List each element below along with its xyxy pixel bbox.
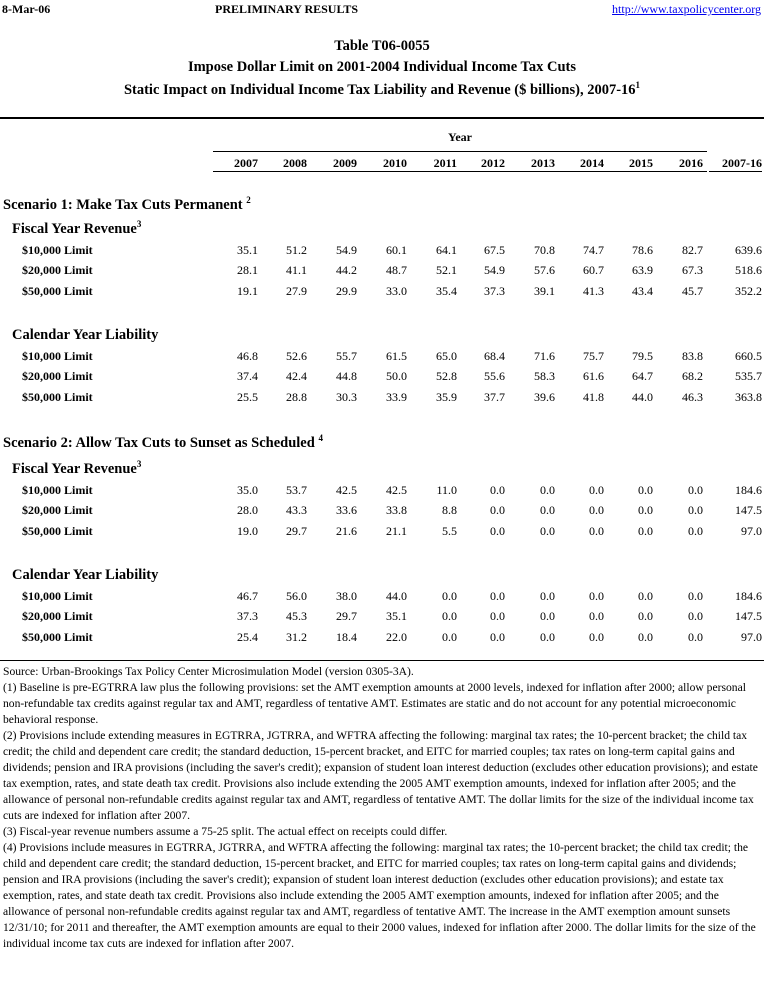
cell-value: 518.6: [735, 263, 762, 277]
cell-value: 0.0: [638, 483, 653, 497]
row-label: $10,000 Limit: [22, 483, 93, 497]
cell-value: 0.0: [540, 503, 555, 517]
cell-value: 22.0: [386, 630, 407, 644]
cell-value: 184.6: [735, 483, 762, 497]
cell-value: 75.7: [583, 349, 604, 363]
cell-value: 79.5: [632, 349, 653, 363]
cell-value: 97.0: [741, 630, 762, 644]
cell-value: 44.0: [632, 390, 653, 404]
cell-value: 660.5: [735, 349, 762, 363]
cell-value: 33.8: [386, 503, 407, 517]
table-row: [0, 524, 764, 540]
cell-value: 19.0: [237, 524, 258, 538]
cell-value: 8.8: [442, 503, 457, 517]
cell-value: 535.7: [735, 369, 762, 383]
cell-value: 44.8: [336, 369, 357, 383]
cell-value: 44.0: [386, 589, 407, 603]
cell-value: 46.7: [237, 589, 258, 603]
table-row: [0, 263, 764, 279]
cell-value: 33.9: [386, 390, 407, 404]
footnote: (2) Provisions include extending measures in EGTRRA, JGTRRA, and WFTRA affecting the following: marginal tax rates; the 10-percent bracket; the child tax credit; the child and dependent care credit; the standard deduction, 15-percent bracket, and EITC for married couples; tax rates on long-term capital gains and dividends; pension and IRA provisions (including the saver's credit); expansion of student loan interest deduction (excludes other education provisions); and estate tax exemption, rates, and state death tax credit. Provisions also include extending the 2005 AMT exemption amounts, indexed for inflation after 2005; and the allowance of personal non-refundable credits against regular tax and AMT, regardless of tentative AMT. The dollar limits for the size of the individual income tax cuts are indexed for inflation after 2007.: [3, 729, 758, 822]
cell-value: 0.0: [638, 503, 653, 517]
cell-value: 363.8: [735, 390, 762, 404]
column-header-2015: 2015: [629, 156, 653, 170]
cell-value: 42.5: [386, 483, 407, 497]
column-header-2013: 2013: [531, 156, 555, 170]
cell-value: 0.0: [589, 503, 604, 517]
section-title: [12, 219, 141, 238]
table-row: [0, 503, 764, 519]
footnote: (1) Baseline is pre-EGTRRA law plus the following provisions: set the AMT exemption amounts at 2000 levels, indexed for inflation after 2000; allow personal non-refundable tax credits against regular tax and AMT, regardless of tentative AMT. Estimates are static and do not account for any potential microeconomic behavioral response.: [3, 681, 746, 726]
top-rule: [0, 117, 764, 119]
cell-value: 45.3: [286, 609, 307, 623]
cell-value: 54.9: [336, 243, 357, 257]
cell-value: 27.9: [286, 284, 307, 298]
cell-value: 25.4: [237, 630, 258, 644]
footnotes: [3, 664, 763, 952]
cell-value: 37.7: [484, 390, 505, 404]
footnote-ref: 2: [246, 195, 251, 205]
footnote-ref: 3: [136, 459, 142, 469]
header-url-link[interactable]: http://www.taxpolicycenter.org: [612, 2, 761, 16]
cell-value: 71.6: [534, 349, 555, 363]
cell-value: 0.0: [540, 609, 555, 623]
cell-value: 0.0: [638, 589, 653, 603]
cell-value: 35.0: [237, 483, 258, 497]
footnote: (3) Fiscal-year revenue numbers assume a 75-25 split. The actual effect on receipts could differ.: [3, 825, 448, 838]
row-label: $10,000 Limit: [22, 589, 93, 603]
cell-value: 0.0: [589, 483, 604, 497]
cell-value: 0.0: [688, 589, 703, 603]
cell-value: 0.0: [589, 609, 604, 623]
section-title-text: Calendar Year Liability: [12, 326, 159, 343]
cell-value: 21.1: [386, 524, 407, 538]
column-header-2010: 2010: [383, 156, 407, 170]
cell-value: 52.1: [436, 263, 457, 277]
cell-value: 0.0: [442, 630, 457, 644]
cell-value: 19.1: [237, 284, 258, 298]
cell-value: 0.0: [490, 503, 505, 517]
cell-value: 67.5: [484, 243, 505, 257]
column-header-2009: 2009: [333, 156, 357, 170]
cell-value: 21.6: [336, 524, 357, 538]
cell-value: 0.0: [589, 524, 604, 538]
cell-value: 41.1: [286, 263, 307, 277]
cell-value: 35.1: [237, 243, 258, 257]
footnote-ref: 3: [136, 219, 142, 229]
cell-value: 43.4: [632, 284, 653, 298]
cell-value: 38.0: [336, 589, 357, 603]
section-title-text: Calendar Year Liability: [12, 566, 159, 583]
section-title: [12, 325, 158, 344]
cell-value: 11.0: [436, 483, 457, 497]
cell-value: 41.3: [583, 284, 604, 298]
cell-value: 48.7: [386, 263, 407, 277]
header-status: PRELIMINARY RESULTS: [215, 2, 359, 16]
cell-value: 28.0: [237, 503, 258, 517]
cell-value: 55.6: [484, 369, 505, 383]
table-row: [0, 369, 764, 385]
year-group-label: Year: [448, 130, 472, 144]
cell-value: 39.1: [534, 284, 555, 298]
cell-value: 0.0: [638, 630, 653, 644]
cell-value: 0.0: [688, 609, 703, 623]
cell-value: 64.7: [632, 369, 653, 383]
cell-value: 63.9: [632, 263, 653, 277]
cell-value: 0.0: [688, 503, 703, 517]
column-header-2012: 2012: [481, 156, 505, 170]
cell-value: 33.0: [386, 284, 407, 298]
cell-value: 352.2: [735, 284, 762, 298]
cell-value: 54.9: [484, 263, 505, 277]
cell-value: 0.0: [490, 609, 505, 623]
cell-value: 0.0: [638, 609, 653, 623]
row-label: $10,000 Limit: [22, 349, 93, 363]
cell-value: 51.2: [286, 243, 307, 257]
cell-value: 0.0: [490, 483, 505, 497]
cell-value: 35.9: [436, 390, 457, 404]
row-label: $50,000 Limit: [22, 284, 93, 298]
cell-value: 29.7: [286, 524, 307, 538]
cell-value: 0.0: [540, 524, 555, 538]
cell-value: 0.0: [490, 589, 505, 603]
column-header-2007-16: 2007-16: [722, 156, 762, 170]
cell-value: 41.8: [583, 390, 604, 404]
cell-value: 29.9: [336, 284, 357, 298]
cell-value: 61.6: [583, 369, 604, 383]
cell-value: 0.0: [688, 630, 703, 644]
cell-value: 0.0: [638, 524, 653, 538]
table-row: [0, 243, 764, 259]
cell-value: 52.6: [286, 349, 307, 363]
footnote-ref: 4: [318, 433, 323, 443]
column-header-2014: 2014: [580, 156, 604, 170]
bottom-rule: [0, 660, 764, 661]
cell-value: 60.7: [583, 263, 604, 277]
column-header-2011: 2011: [433, 156, 457, 170]
total-header-rule: [709, 171, 762, 172]
table-row: [0, 483, 764, 499]
cell-value: 64.1: [436, 243, 457, 257]
cell-value: 5.5: [442, 524, 457, 538]
scenario-title: [3, 433, 323, 452]
footnote: Source: Urban-Brookings Tax Policy Center Microsimulation Model (version 0305-3A).: [3, 665, 414, 678]
cell-value: 0.0: [490, 630, 505, 644]
cell-value: 37.4: [237, 369, 258, 383]
cell-value: 147.5: [735, 503, 762, 517]
cell-value: 68.4: [484, 349, 505, 363]
column-header-2016: 2016: [679, 156, 703, 170]
table-row: [0, 390, 764, 406]
cell-value: 58.3: [534, 369, 555, 383]
cell-value: 37.3: [484, 284, 505, 298]
cell-value: 44.2: [336, 263, 357, 277]
cell-value: 61.5: [386, 349, 407, 363]
cell-value: 28.8: [286, 390, 307, 404]
cell-value: 0.0: [540, 589, 555, 603]
cell-value: 0.0: [688, 483, 703, 497]
column-header-2007: 2007: [234, 156, 258, 170]
row-label: $20,000 Limit: [22, 369, 93, 383]
row-label: $50,000 Limit: [22, 390, 93, 404]
cell-value: 50.0: [386, 369, 407, 383]
cell-value: 0.0: [540, 483, 555, 497]
cell-value: 25.5: [237, 390, 258, 404]
cell-value: 57.6: [534, 263, 555, 277]
cell-value: 0.0: [442, 589, 457, 603]
header-date: 8-Mar-06: [2, 2, 51, 16]
row-label: $10,000 Limit: [22, 243, 93, 257]
scenario-title-text: Scenario 1: Make Tax Cuts Permanent: [3, 196, 243, 213]
cell-value: 78.6: [632, 243, 653, 257]
section-title: [12, 459, 141, 478]
cell-value: 70.8: [534, 243, 555, 257]
cell-value: 30.3: [336, 390, 357, 404]
year-rule: [213, 151, 707, 152]
cell-value: 184.6: [735, 589, 762, 603]
section-title-text: Fiscal Year Revenue: [12, 460, 137, 477]
table-subtitle: [0, 80, 764, 99]
cell-value: 35.4: [436, 284, 457, 298]
cell-value: 0.0: [589, 589, 604, 603]
table-row: [0, 589, 764, 605]
cell-value: 65.0: [436, 349, 457, 363]
cell-value: 39.6: [534, 390, 555, 404]
row-label: $50,000 Limit: [22, 630, 93, 644]
cell-value: 43.3: [286, 503, 307, 517]
subtitle-text: Static Impact on Individual Income Tax Liability and Revenue ($ billions), 2007-16: [123, 81, 636, 98]
cell-value: 52.8: [436, 369, 457, 383]
cell-value: 68.2: [682, 369, 703, 383]
cell-value: 67.3: [682, 263, 703, 277]
cell-value: 60.1: [386, 243, 407, 257]
row-label: $50,000 Limit: [22, 524, 93, 538]
cell-value: 147.5: [735, 609, 762, 623]
cell-value: 37.3: [237, 609, 258, 623]
cell-value: 33.6: [336, 503, 357, 517]
header-rule: [213, 171, 707, 172]
column-header-2008: 2008: [283, 156, 307, 170]
scenario-title: [3, 195, 251, 214]
cell-value: 97.0: [741, 524, 762, 538]
cell-value: 0.0: [490, 524, 505, 538]
cell-value: 45.7: [682, 284, 703, 298]
table-row: [0, 630, 764, 646]
scenario-title-text: Scenario 2: Allow Tax Cuts to Sunset as Scheduled: [3, 434, 315, 451]
cell-value: 31.2: [286, 630, 307, 644]
table-row: [0, 284, 764, 300]
row-label: $20,000 Limit: [22, 503, 93, 517]
cell-value: 56.0: [286, 589, 307, 603]
cell-value: 0.0: [442, 609, 457, 623]
section-title: [12, 565, 158, 584]
table-title: Impose Dollar Limit on 2001-2004 Individual Income Tax Cuts: [187, 59, 577, 75]
cell-value: 35.1: [386, 609, 407, 623]
cell-value: 46.3: [682, 390, 703, 404]
table-row: [0, 609, 764, 625]
footnote: (4) Provisions include measures in EGTRRA, JGTRRA, and WFTRA affecting the following: marginal tax rates; the 10-percent bracket; the child tax credit; the child and dependent care credit; the standard deduction, 15-percent bracket, and EITC for married couples; tax rates on long-term capital gains and dividends; pension and IRA provisions (including the saver's credit); expansion of student loan interest deduction (excludes other education provisions); and estate tax exemption, rates, and state death tax credit. Provisions also include extending the 2005 AMT exemption amounts, indexed for inflation after 2005; and the allowance of personal non-refundable credits against regular tax and AMT, regardless of tentative AMT. The increase in the AMT exemption amount sunsets 12/31/10; for 2011 and thereafter, the AMT exemption amounts are equal to their 2000 values, indexed for inflation after 2000. The dollar limits for the size of the individual income tax cuts are indexed for inflation after 2007.: [3, 841, 756, 950]
row-label: $20,000 Limit: [22, 263, 93, 277]
cell-value: 29.7: [336, 609, 357, 623]
cell-value: 0.0: [589, 630, 604, 644]
cell-value: 46.8: [237, 349, 258, 363]
cell-value: 0.0: [540, 630, 555, 644]
row-label: $20,000 Limit: [22, 609, 93, 623]
table-id: Table T06-0055: [334, 38, 430, 54]
cell-value: 0.0: [688, 524, 703, 538]
cell-value: 42.4: [286, 369, 307, 383]
cell-value: 55.7: [336, 349, 357, 363]
footnote-ref: 1: [635, 80, 641, 90]
cell-value: 18.4: [336, 630, 357, 644]
cell-value: 83.8: [682, 349, 703, 363]
section-title-text: Fiscal Year Revenue: [12, 220, 137, 237]
cell-value: 28.1: [237, 263, 258, 277]
cell-value: 42.5: [336, 483, 357, 497]
cell-value: 82.7: [682, 243, 703, 257]
cell-value: 639.6: [735, 243, 762, 257]
cell-value: 74.7: [583, 243, 604, 257]
cell-value: 53.7: [286, 483, 307, 497]
table-row: [0, 349, 764, 365]
